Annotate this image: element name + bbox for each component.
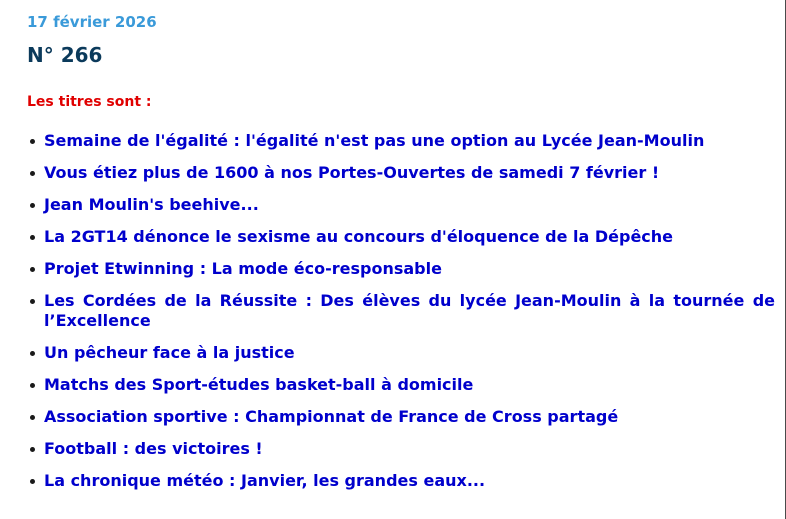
headline-list <box>27 131 775 491</box>
bullet-icon <box>30 479 35 484</box>
headline-item <box>27 291 775 331</box>
headline-link[interactable]: Vous étiez plus de 1600 à nos Portes-Ouvertes de samedi 7 février ! <box>44 163 660 182</box>
bullet-icon <box>30 447 35 452</box>
headline-item <box>27 259 775 279</box>
headline-link[interactable]: Semaine de l'égalité : l'égalité n'est pas une option au Lycée Jean-Moulin <box>44 131 705 150</box>
bullet-icon <box>30 267 35 272</box>
bullet-icon <box>30 351 35 356</box>
headline-item <box>27 195 775 215</box>
bullet-icon <box>30 171 35 176</box>
headline-link[interactable]: Matchs des Sport-études basket-ball à domicile <box>44 375 474 394</box>
headline-item <box>27 471 775 491</box>
headline-link[interactable]: Projet Etwinning : La mode éco-responsable <box>44 259 442 278</box>
titles-label: Les titres sont : <box>27 94 152 110</box>
issue-date: 17 février 2026 <box>27 13 157 31</box>
headline-item <box>27 407 775 427</box>
headline-link[interactable]: Les Cordées de la Réussite : Des élèves du lycée Jean-Moulin à la tournée de l’Excellence <box>44 291 775 330</box>
headline-link[interactable]: Football : des victoires ! <box>44 439 263 458</box>
bullet-icon <box>30 299 35 304</box>
bullet-icon <box>30 139 35 144</box>
headline-item <box>27 343 775 363</box>
headline-item <box>27 227 775 247</box>
bullet-icon <box>30 235 35 240</box>
headline-item <box>27 131 775 151</box>
bullet-icon <box>30 415 35 420</box>
headline-item <box>27 439 775 459</box>
bullet-icon <box>30 383 35 388</box>
headline-link[interactable]: La chronique météo : Janvier, les grandes eaux... <box>44 471 486 490</box>
issue-number: N° 266 <box>27 43 103 67</box>
bullet-icon <box>30 203 35 208</box>
headline-item <box>27 375 775 395</box>
headline-link[interactable]: Jean Moulin's beehive... <box>44 195 259 214</box>
headline-item <box>27 163 775 183</box>
headline-link[interactable]: La 2GT14 dénonce le sexisme au concours d'éloquence de la Dépêche <box>44 227 674 246</box>
headline-link[interactable]: Association sportive : Championnat de France de Cross partagé <box>44 407 619 426</box>
newsletter-content <box>27 12 775 503</box>
headline-link[interactable]: Un pêcheur face à la justice <box>44 343 295 362</box>
